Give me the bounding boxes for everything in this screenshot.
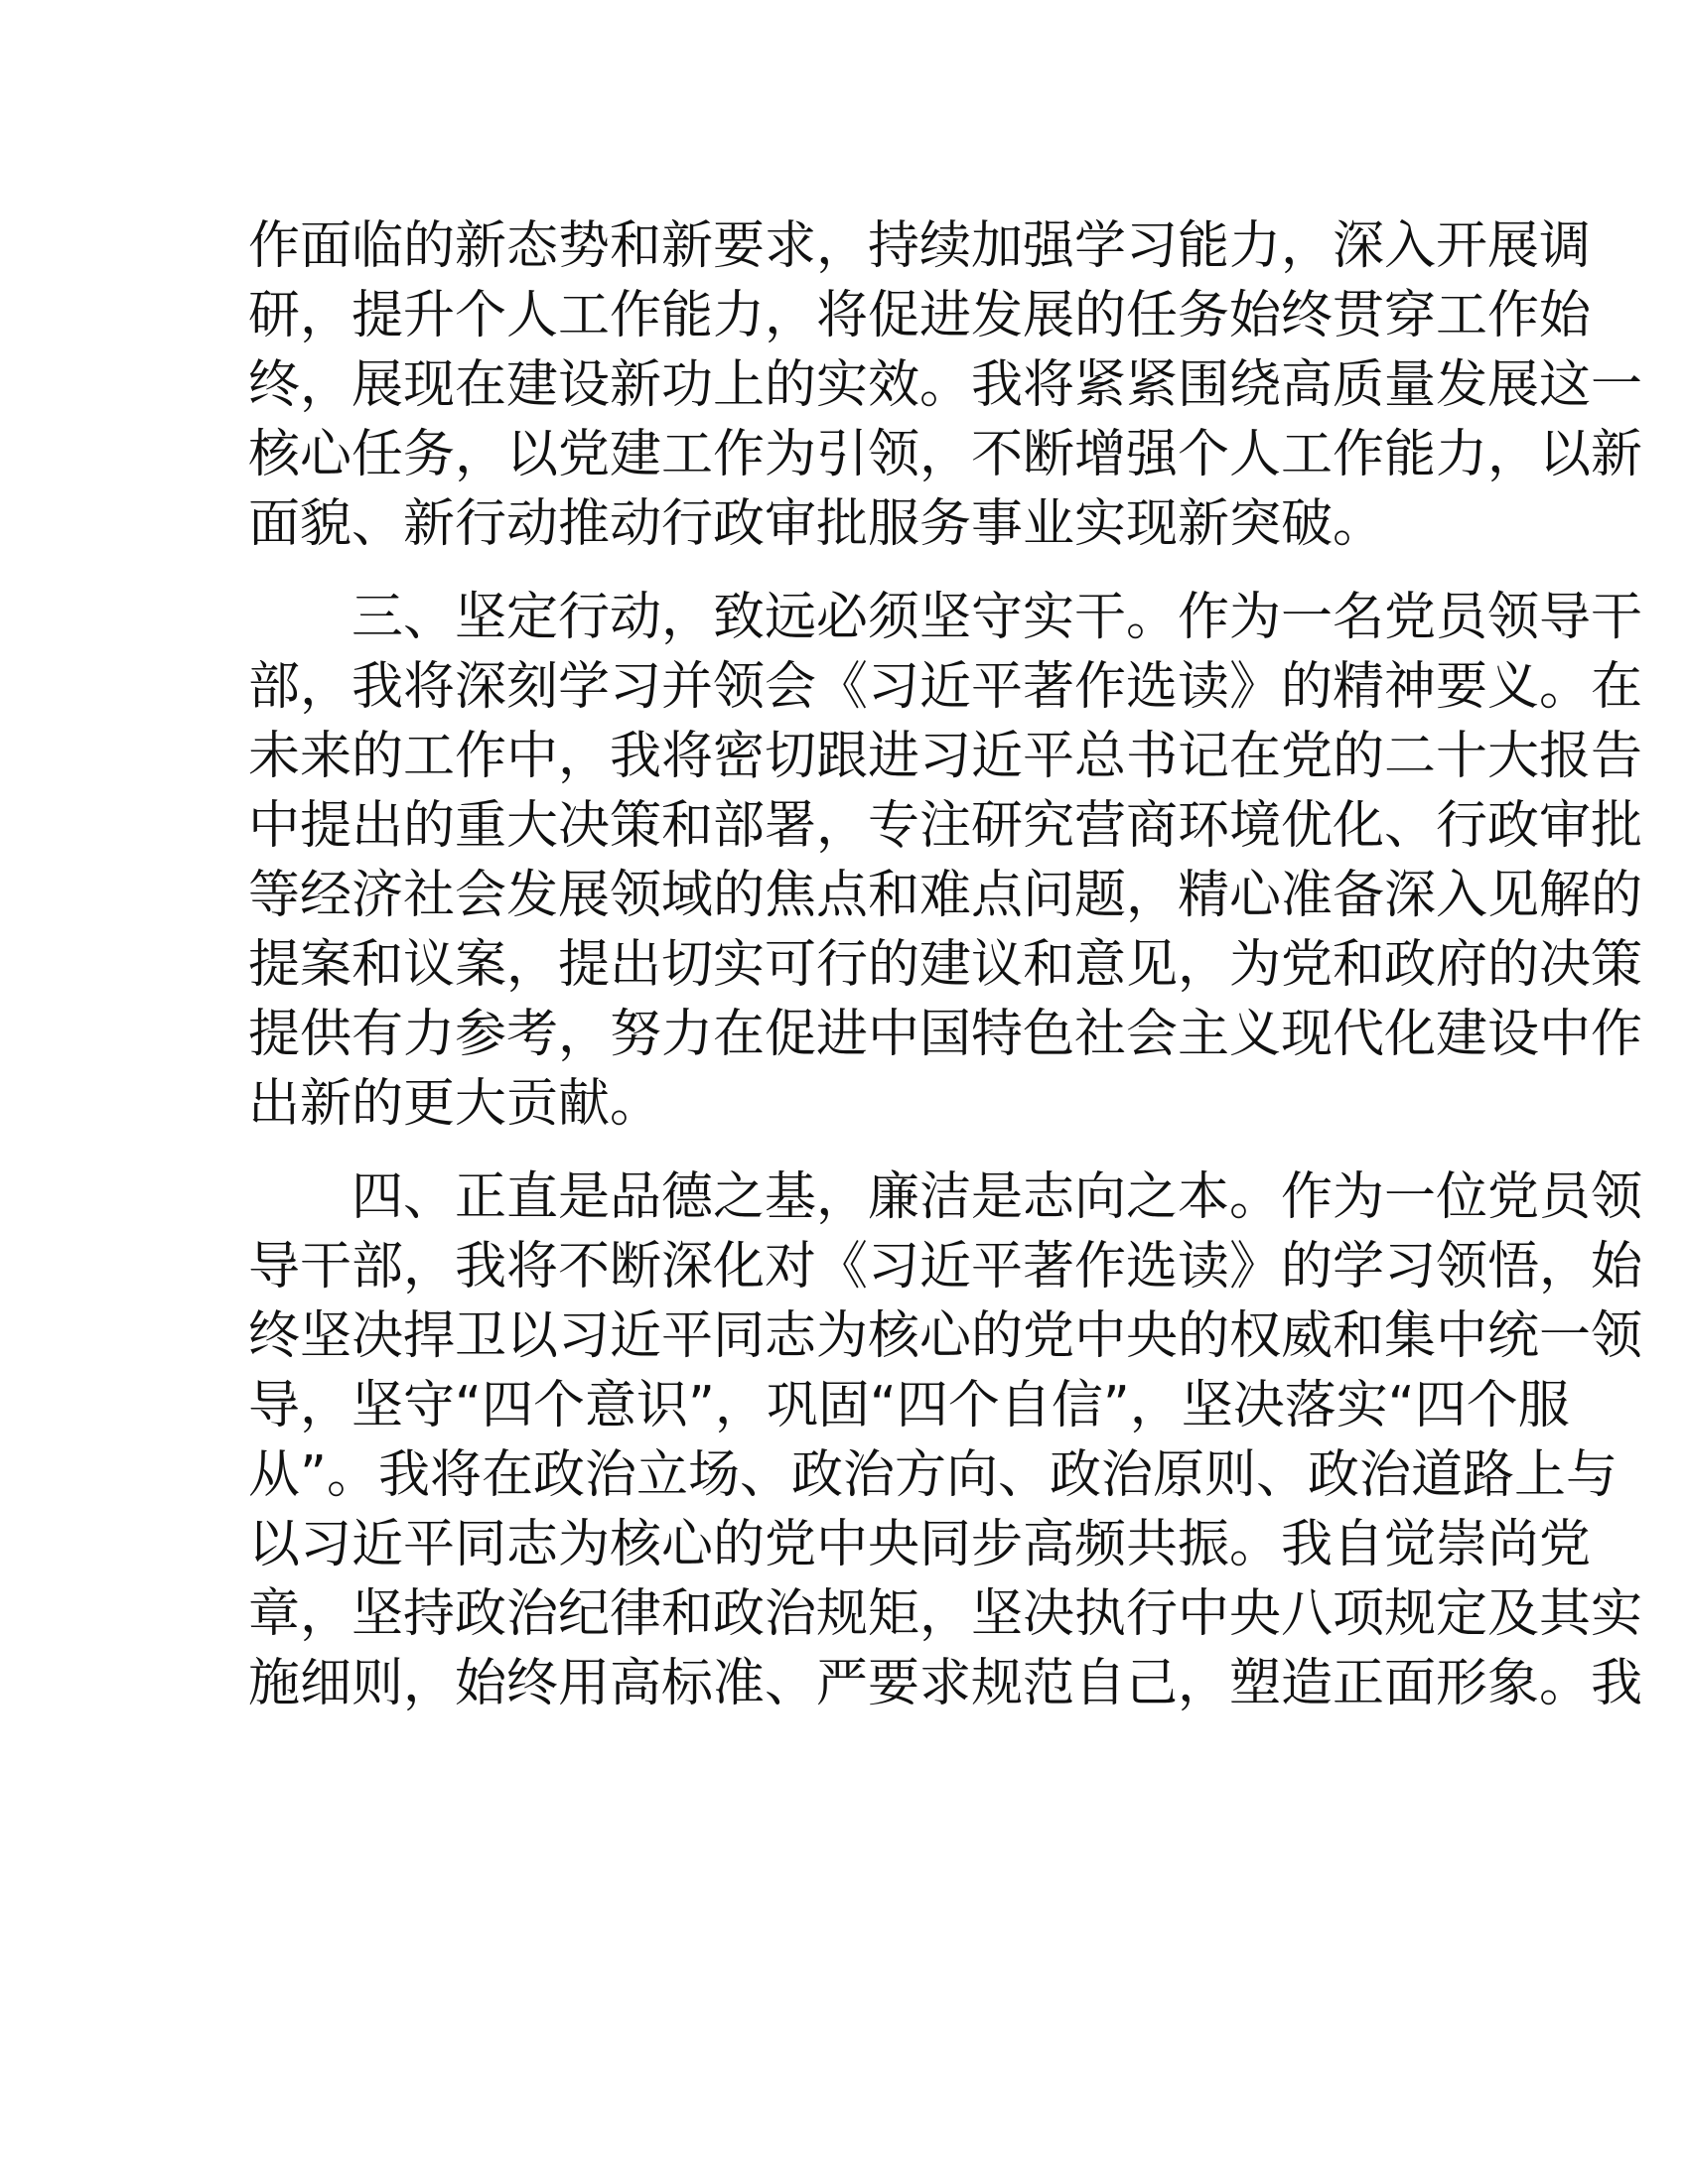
- paragraph-spacer: [248, 1139, 1440, 1162]
- text-line: 作面临的新态势和新要求，持续加强学习能力，深入开展调: [248, 216, 1592, 276]
- text-line: 核心任务，以党建工作为引领，不断增强个人工作能力，以新: [248, 425, 1643, 484]
- text-line: 出新的更大贡献。: [248, 1074, 662, 1134]
- text-line: 四、正直是品德之基，廉洁是志向之本。作为一位党员领: [352, 1167, 1643, 1227]
- text-line: 导，坚守“四个意识”，巩固“四个自信”，坚决落实“四个服: [248, 1376, 1570, 1435]
- text-line: 以习近平同志为核心的党中央同步高频共振。我自觉崇尚党: [248, 1515, 1592, 1574]
- text-line: 中提出的重大决策和部署，专注研究营商环境优化、行政审批: [248, 796, 1643, 856]
- paragraph-3: [248, 1162, 1643, 1718]
- text-line: 提供有力参考，努力在促进中国特色社会主义现代化建设中作: [248, 1005, 1643, 1064]
- text-line: 未来的工作中，我将密切跟进习近平总书记在党的二十大报告: [248, 727, 1643, 786]
- text-line: 部，我将深刻学习并领会《习近平著作选读》的精神要义。在: [248, 657, 1643, 717]
- text-line: 三、坚定行动，致远必须坚守实干。作为一名党员领导干: [352, 588, 1643, 647]
- text-line: 章，坚持政治纪律和政治规矩，坚决执行中央八项规定及其实: [248, 1584, 1643, 1644]
- text-line: 提案和议案，提出切实可行的建议和意见，为党和政府的决策: [248, 935, 1643, 995]
- text-line: 从”。我将在政治立场、政治方向、政治原则、政治道路上与: [248, 1445, 1618, 1505]
- text-line: 面貌、新行动推动行政审批服务事业实现新突破。: [248, 494, 1385, 554]
- text-line: 终，展现在建设新功上的实效。我将紧紧围绕高质量发展这一: [248, 355, 1643, 415]
- paragraph-1: [248, 211, 1643, 559]
- document-body: [248, 211, 1643, 1718]
- text-line: 导干部，我将不断深化对《习近平著作选读》的学习领悟，始: [248, 1237, 1643, 1297]
- paragraph-2: [248, 583, 1643, 1139]
- text-line: 研，提升个人工作能力，将促进发展的任务始终贯穿工作始: [248, 286, 1592, 345]
- text-line: 等经济社会发展领域的焦点和难点问题，精心准备深入见解的: [248, 866, 1643, 925]
- text-line: 终坚决捍卫以习近平同志为核心的党中央的权威和集中统一领: [248, 1306, 1643, 1366]
- text-line: 施细则，始终用高标准、严要求规范自己，塑造正面形象。我: [248, 1654, 1643, 1713]
- paragraph-spacer: [248, 559, 1440, 583]
